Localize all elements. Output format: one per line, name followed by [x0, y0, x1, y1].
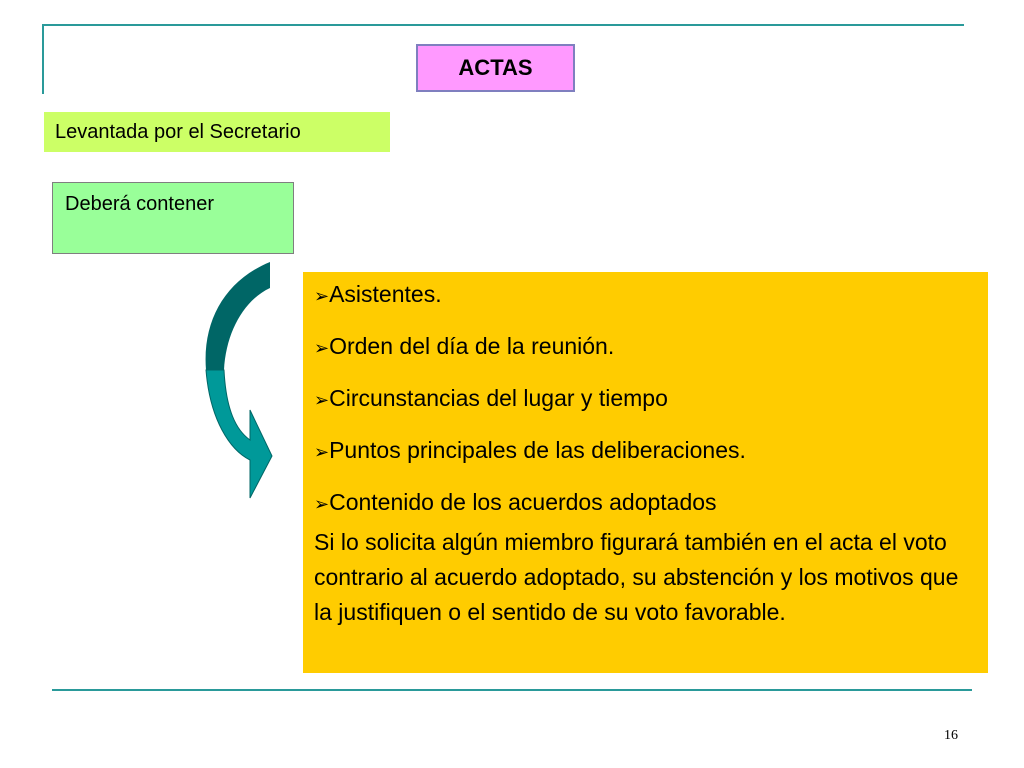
arrow-bullet-icon: ➢: [314, 390, 330, 410]
arrow-bullet-icon: ➢: [314, 338, 330, 358]
list-item: [314, 280, 968, 311]
list-item-text: Asistentes.: [329, 281, 442, 307]
list-item-text: Orden del día de la reunión.: [329, 333, 615, 359]
list-item: [314, 436, 968, 467]
contener-label: [52, 182, 294, 254]
slide-title-text: ACTAS: [458, 55, 533, 80]
vote-paragraph: Si lo solicita algún miembro figurará también en el acta el voto contrario al acuerdo adoptado, su abstención y los motivos que la justifiquen o el sentido de su voto favorable.: [314, 529, 959, 625]
list-item-text: Circunstancias del lugar y tiempo: [329, 385, 668, 411]
list-item-text: Puntos principales de las deliberaciones.: [329, 437, 746, 463]
list-item-text: Contenido de los acuerdos adoptados: [329, 489, 717, 515]
curved-arrow-icon: [196, 260, 276, 500]
frame-top-line: [42, 24, 964, 26]
list-item: [314, 384, 968, 415]
page-number: 16: [944, 728, 958, 743]
contener-label-text: Deberá contener: [65, 193, 214, 215]
list-item: [314, 332, 968, 363]
frame-bottom-line: [52, 689, 972, 691]
slide-title: [416, 44, 575, 92]
secretario-label: [44, 112, 390, 152]
arrow-bullet-icon: ➢: [314, 286, 330, 306]
frame-left-line: [42, 24, 44, 94]
arrow-bullet-icon: ➢: [314, 442, 330, 462]
contents-box: [303, 272, 988, 673]
list-item: [314, 488, 968, 519]
secretario-label-text: Levantada por el Secretario: [55, 120, 301, 143]
arrow-bullet-icon: ➢: [314, 494, 330, 514]
